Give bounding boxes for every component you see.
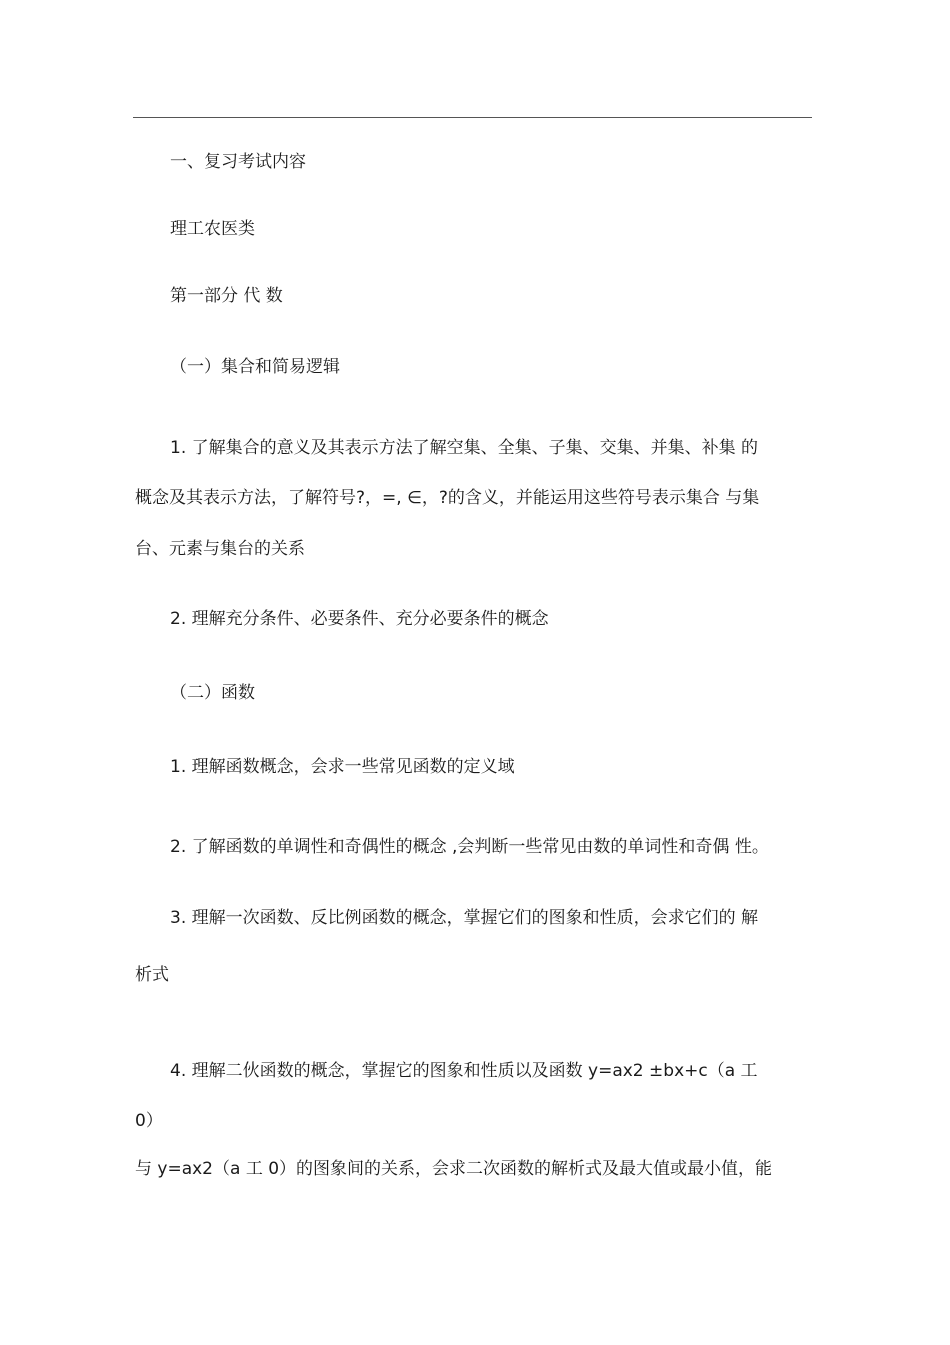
section1-title: （一）集合和简易逻辑 [170,357,340,377]
section1-item1-line1: 1. 了解集合的意义及其表示方法了解空集、全集、子集、交集、并集、补集 的 [170,438,759,458]
section2-item3-line2: 析式 [135,965,169,985]
section1-item1-line3: 台、元素与集台的关系 [135,539,305,559]
header-rule [133,117,812,118]
section2-item4-line3: 与 y=ax2（a 工 0）的图象间的关系，会求二次函数的解析式及最大值或最小值，能 [135,1159,773,1179]
section2-item3-line1: 3. 理解一次函数、反比例函数的概念，掌握它们的图象和性质，会求它们的 解 [170,908,759,928]
heading: 一、复习考试内容 [170,152,306,172]
part-title: 第一部分 代 数 [170,286,283,306]
section1-item2: 2. 理解充分条件、必要条件、充分必要条件的概念 [170,609,549,629]
section2-item1: 1. 理解函数概念，会求一些常见函数的定义域 [170,757,515,777]
section1-item1-line2: 概念及其表示方法，了解符号?，=, ∈，?的含义，并能运用这些符号表示集合 与集 [135,488,760,508]
section2-item2: 2. 了解函数的单调性和奇偶性的概念 ,会判断一些常见由数的单词性和奇偶 性。 [170,837,769,857]
section2-item4-line1: 4. 理解二伙函数的概念，掌握它的图象和性质以及函数 y=ax2 ±bx+c（a 工 [170,1061,758,1081]
section2-title: （二）函数 [170,683,255,703]
category-label: 理工农医类 [170,219,255,239]
section2-item4-line2: 0） [135,1111,163,1131]
